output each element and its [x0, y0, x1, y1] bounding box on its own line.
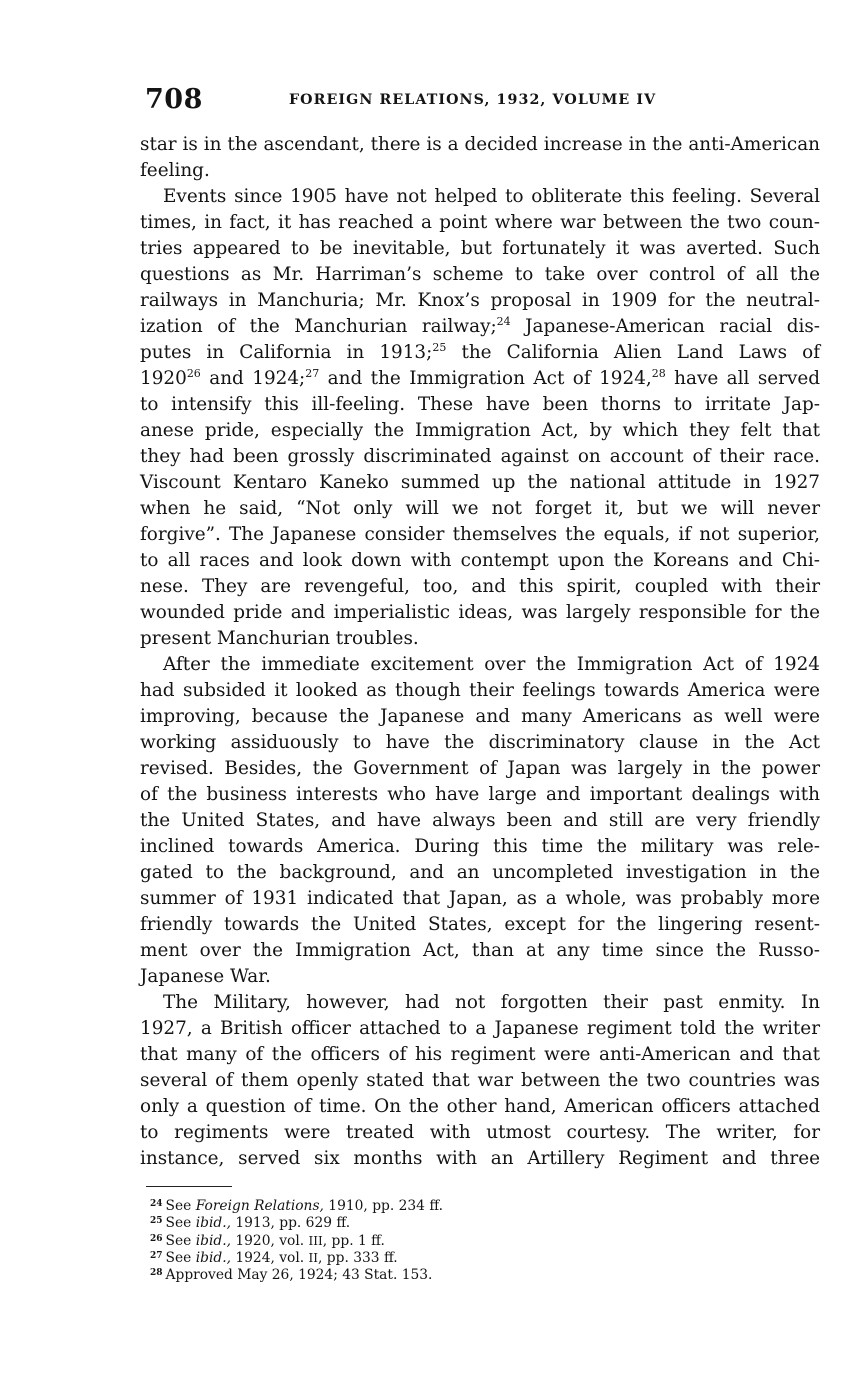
text-segment: Japanese-American racial dis-	[510, 316, 820, 337]
text-line: working assiduously to have the discriminatory clause in the Act	[140, 732, 820, 753]
text-segment: 1920	[140, 368, 187, 389]
text-segment: have all served	[665, 368, 820, 389]
footnote-mark: 24	[150, 1199, 163, 1209]
footnote-mark: 28	[150, 1268, 163, 1279]
text-line: Viscount Kentaro Kaneko summed up the national attitude in 1927	[140, 472, 820, 493]
text-line: inclined towards America. During this time the military was rele-	[140, 836, 820, 857]
text-line: friendly towards the United States, except for the lingering resent-	[140, 914, 820, 935]
text-line: anese pride, especially the Immigration Act, by which they felt that	[140, 420, 820, 441]
footnote-text: 1913, pp. 629 ff.	[230, 1215, 351, 1232]
text-line: summer of 1931 indicated that Japan, as a whole, was probably more	[140, 888, 820, 909]
text-segment: putes in California in 1913;	[140, 342, 433, 363]
text-line: questions as Mr. Harriman’s scheme to take over control of all the	[140, 264, 820, 285]
text-line: Japanese War.	[140, 966, 271, 987]
footnote-text: See	[165, 1232, 196, 1249]
text-line: to all races and look down with contempt upon the Koreans and Chi-	[140, 550, 820, 571]
footnote-text: 1910, pp. 234 ff.	[323, 1198, 444, 1215]
text-line: star is in the ascendant, there is a decided increase in the anti-American	[140, 134, 820, 155]
footnote-text: See	[165, 1198, 196, 1215]
text-line: had subsided it looked as though their feelings towards America were	[140, 680, 820, 701]
text-line: improving, because the Japanese and many Americans as well were	[140, 706, 820, 727]
footnote-citation: ibid.,	[195, 1249, 231, 1266]
text-line: After the immediate excitement over the Immigration Act of 1924	[163, 654, 820, 675]
footnote-24	[150, 1196, 443, 1213]
footnote-28	[150, 1265, 443, 1282]
text-line: times, in fact, it has reached a point where war between the two coun-	[140, 212, 820, 233]
footnote-text: 1924, vol.	[230, 1249, 309, 1266]
footnote-citation: ibid.,	[195, 1215, 231, 1232]
text-segment: the California Alien Land Laws of	[446, 342, 821, 363]
text-segment: and 1924;	[200, 368, 306, 389]
text-line: of the business interests who have large and important dealings with	[140, 784, 820, 805]
text-segment: and the Immigration Act of 1924,	[319, 368, 652, 389]
text-line: wounded pride and imperialistic ideas, was largely responsible for the	[140, 602, 820, 623]
footnote-text: , pp. 333 ff.	[318, 1249, 398, 1266]
footnote-ref-25[interactable]: 25	[432, 340, 447, 354]
text-line: instance, served six months with an Artillery Regiment and three	[140, 1148, 820, 1169]
body-text	[140, 132, 820, 1172]
text-line: present Manchurian troubles.	[140, 628, 419, 649]
text-line: gated to the background, and an uncompleted investigation in the	[140, 862, 820, 883]
footnote-text: See	[165, 1215, 196, 1232]
text-line: that many of the officers of his regiment were anti-American and that	[140, 1044, 820, 1065]
footnotes	[150, 1196, 443, 1282]
footnote-text: See	[165, 1249, 196, 1266]
footnote-ref-28[interactable]: 28	[651, 366, 666, 380]
text-line: feeling.	[140, 160, 210, 181]
text-line: tries appeared to be inevitable, but fortunately it was averted. Such	[140, 238, 820, 259]
text-line	[140, 340, 820, 366]
text-segment: ization of the Manchurian railway;	[140, 316, 497, 337]
text-line	[140, 314, 820, 340]
text-line: ment over the Immigration Act, than at any time since the Russo-	[140, 940, 820, 961]
footnote-25	[150, 1213, 443, 1230]
text-line: nese. They are revengeful, too, and this spirit, coupled with their	[140, 576, 820, 597]
text-line	[140, 366, 820, 392]
page-number: 708	[145, 84, 203, 115]
running-head: FOREIGN RELATIONS, 1932, VOLUME IV	[289, 92, 657, 108]
text-line: when he said, “Not only will we not forget it, but we will never	[140, 498, 820, 519]
text-line: The Military, however, had not forgotten their past enmity. In	[163, 992, 820, 1013]
text-line: only a question of time. On the other hand, American officers attached	[140, 1096, 820, 1117]
footnote-divider	[146, 1186, 232, 1187]
text-line: several of them openly stated that war between the two countries was	[140, 1070, 820, 1091]
footnote-ref-26[interactable]: 26	[186, 366, 201, 380]
footnote-mark: 26	[150, 1233, 163, 1244]
footnote-26	[150, 1231, 443, 1248]
text-line: revised. Besides, the Government of Japan was largely in the power	[140, 758, 820, 779]
footnote-volume: III	[308, 1233, 323, 1248]
text-line: they had been grossly discriminated against on account of their race.	[140, 446, 820, 467]
footnote-text: 1920, vol.	[230, 1232, 309, 1249]
footnote-text: Approved May 26, 1924; 43 Stat. 153.	[165, 1267, 433, 1284]
footnote-mark: 27	[150, 1250, 163, 1261]
footnote-mark: 25	[150, 1216, 163, 1227]
footnote-text: , pp. 1 ff.	[322, 1232, 385, 1249]
page-header	[145, 84, 819, 118]
text-line: forgive”. The Japanese consider themselves the equals, if not superior,	[140, 524, 820, 545]
text-line: to intensify this ill-feeling. These have been thorns to irritate Jap-	[140, 394, 820, 415]
text-line: to regiments were treated with utmost courtesy. The writer, for	[140, 1122, 820, 1143]
text-line: the United States, and have always been and still are very friendly	[140, 810, 820, 831]
footnote-27	[150, 1248, 443, 1265]
footnote-volume: II	[308, 1250, 319, 1265]
text-line: railways in Manchuria; Mr. Knox’s proposal in 1909 for the neutral-	[140, 290, 820, 311]
footnote-citation: ibid.,	[195, 1232, 231, 1249]
text-line: 1927, a British officer attached to a Japanese regiment told the writer	[140, 1018, 820, 1039]
footnote-ref-24[interactable]: 24	[496, 314, 511, 328]
text-line: Events since 1905 have not helped to obliterate this feeling. Several	[163, 186, 820, 207]
footnote-citation: Foreign Relations,	[195, 1198, 324, 1215]
footnote-ref-27[interactable]: 27	[305, 366, 320, 380]
